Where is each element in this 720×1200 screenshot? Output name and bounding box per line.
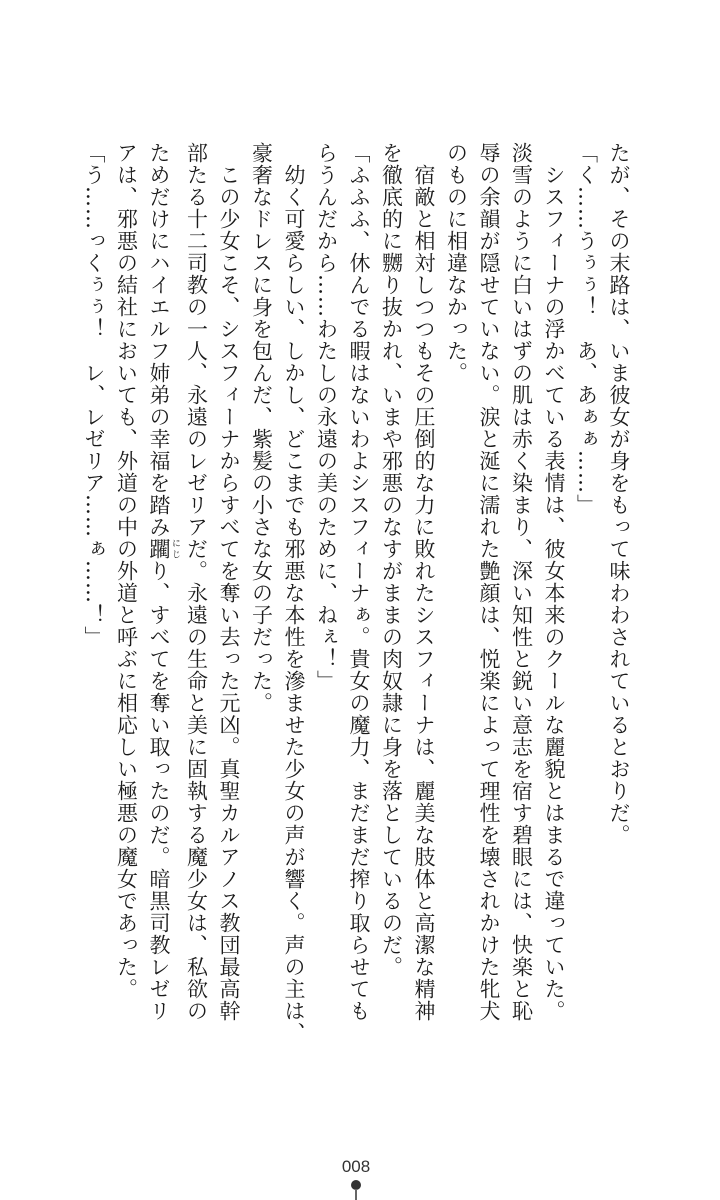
text-line: 「ふふふ、休んでる暇はないわよシスフィーナぁ。貴女の魔力、まだまだ搾り取らせても bbox=[347, 142, 371, 1022]
text-line: 幼く可愛らしい、しかし、どこまでも邪悪な本性を滲ませた少女の声が響く。声の主は、 bbox=[282, 142, 306, 1044]
text-line: 豪奢なドレスに身を包んだ、紫髪の小さな女の子だった。 bbox=[249, 142, 274, 714]
text-line: 宿敵と相対しつつもその圧倒的な力に敗れたシスフィーナは、麗美な肢体と高潔な精神 bbox=[412, 142, 436, 1022]
text-line: らうんだから……わたしの永遠の美のために、ねぇ！」 bbox=[314, 142, 339, 692]
text-line: 辱の余韻が隠せていない。涙と涎に濡れた艶顔は、悦楽によって理性を壊されかけた牝犬 bbox=[477, 142, 501, 1022]
page-number: 008 bbox=[341, 1157, 371, 1176]
text-line: 「く……うぅぅ！ あ、あぁぁ……」 bbox=[574, 142, 599, 516]
text-line: 「う……っくぅぅ！ レ、レゼリア……ぁ……！」 bbox=[82, 142, 106, 648]
text-line: 部たる十二司教の一人、永遠のレゼリアだ。永遠の生命と美に固執する魔少女は、私欲の bbox=[184, 142, 209, 1022]
text-line: のものに相違なかった。 bbox=[444, 142, 469, 384]
page-marker-line bbox=[355, 1189, 357, 1200]
text-line: を徹底的に嬲り抜かれ、いまや邪悪のなすがままの肉奴隷に身を落としているのだ。 bbox=[379, 142, 404, 978]
text-line: アは、邪悪の結社においても、外道の中の外道と呼ぶに相応しい極悪の魔女であった。 bbox=[114, 142, 139, 1000]
ruby-reading: にじ bbox=[170, 538, 180, 560]
text-segment: ためだけにハイエルフ姉弟の幸福を踏み bbox=[147, 142, 171, 538]
body-text bbox=[82, 142, 635, 1044]
text-line: 淡雪のように白いはずの肌は赤く染まり、深い知性と鋭い意志を宿す碧眼には、快楽と恥 bbox=[509, 142, 534, 1022]
text-line: この少女こそ、シスフィーナからすべてを奪い去った元凶。真聖カルアノス教団最高幹 bbox=[217, 142, 241, 1022]
text-line: シスフィーナの浮かべている表情は、彼女本来のクールな麗貌とはまるで違っていた。 bbox=[542, 142, 566, 1022]
ruby-base: 躙 bbox=[147, 538, 171, 560]
text-line-with-ruby bbox=[143, 142, 181, 1032]
ruby-annotation bbox=[147, 538, 180, 560]
text-segment: り、すべてを奪い取ったのだ。暗黒司教レゼリ bbox=[147, 560, 171, 1022]
text-line: たが、その末路は、いま彼女が身をもって味わわされているとおりだ。 bbox=[607, 142, 631, 846]
